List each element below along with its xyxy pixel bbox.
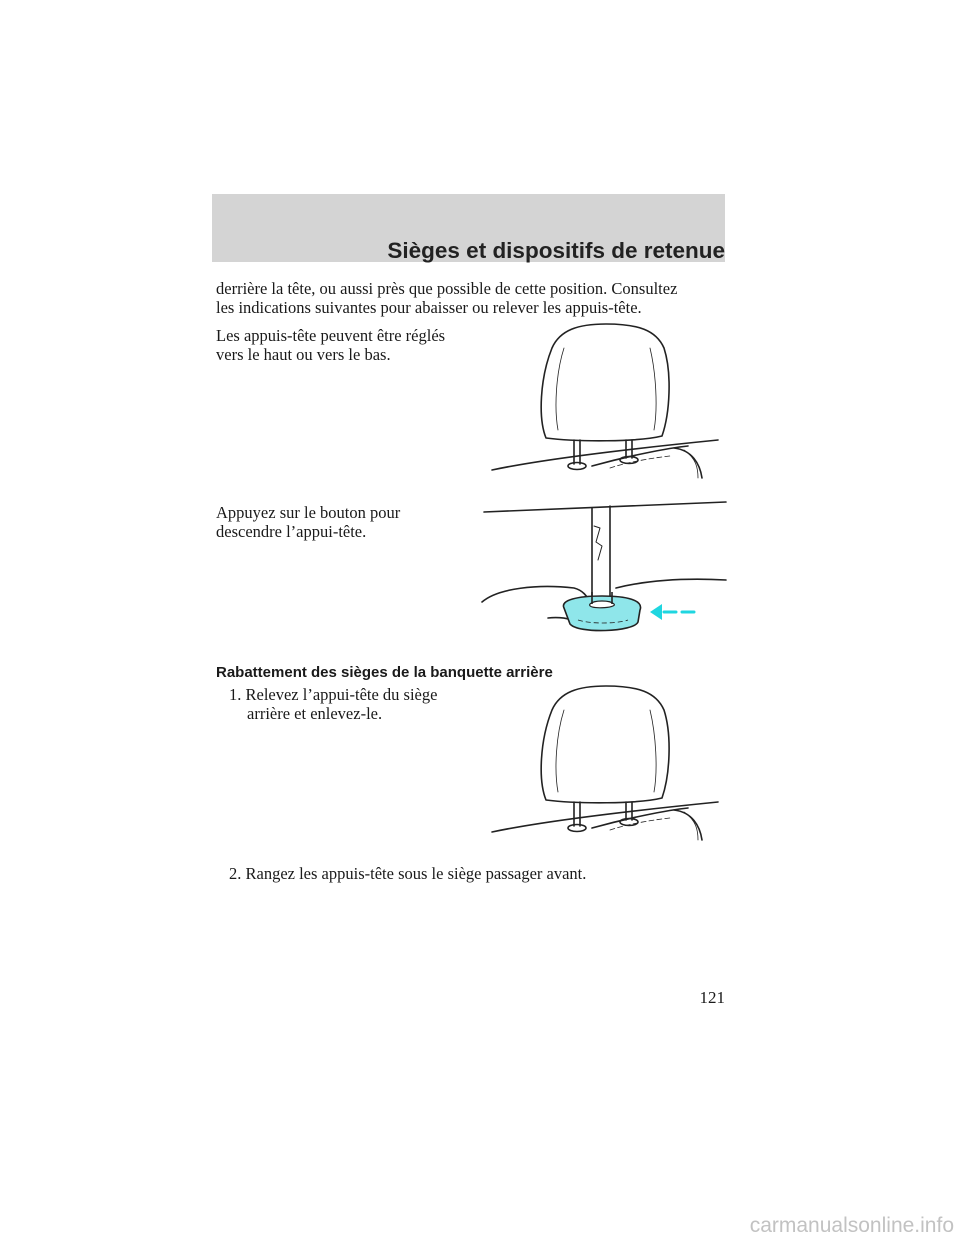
- intro-text-line-2: les indications suivantes pour abaisser ou relever les appuis-tête.: [216, 298, 642, 317]
- watermark-text: carmanualsonline.info: [749, 1214, 954, 1237]
- section-heading-fold-rear-seats: Rabattement des sièges de la banquette arrière: [216, 664, 553, 681]
- button-text-line-1: Appuyez sur le bouton pour: [216, 503, 401, 522]
- headrest-remove-illustration: [488, 680, 724, 842]
- intro-text-line-1: derrière la tête, ou aussi près que possible de cette position. Consultez: [216, 279, 678, 298]
- headrest-raised-illustration: [488, 318, 724, 480]
- page-number: 121: [699, 988, 725, 1007]
- step-2-text: 2. Rangez les appuis-tête sous le siège passager avant.: [229, 864, 587, 883]
- press-direction-arrow: [650, 604, 694, 620]
- adjust-text-line-2: vers le haut ou vers le bas.: [216, 345, 391, 364]
- step-1-text-line-2: arrière et enlevez-le.: [247, 704, 383, 723]
- section-title: Sièges et dispositifs de retenue: [387, 237, 725, 263]
- button-text-line-2: descendre l’appui-tête.: [216, 522, 367, 541]
- step-1-text-line-1: 1. Relevez l’appui-tête du siège: [229, 685, 438, 704]
- adjust-text-line-1: Les appuis-tête peuvent être réglés: [216, 326, 446, 345]
- headrest-release-button-illustration: [478, 496, 730, 638]
- section-header-band: [212, 194, 725, 262]
